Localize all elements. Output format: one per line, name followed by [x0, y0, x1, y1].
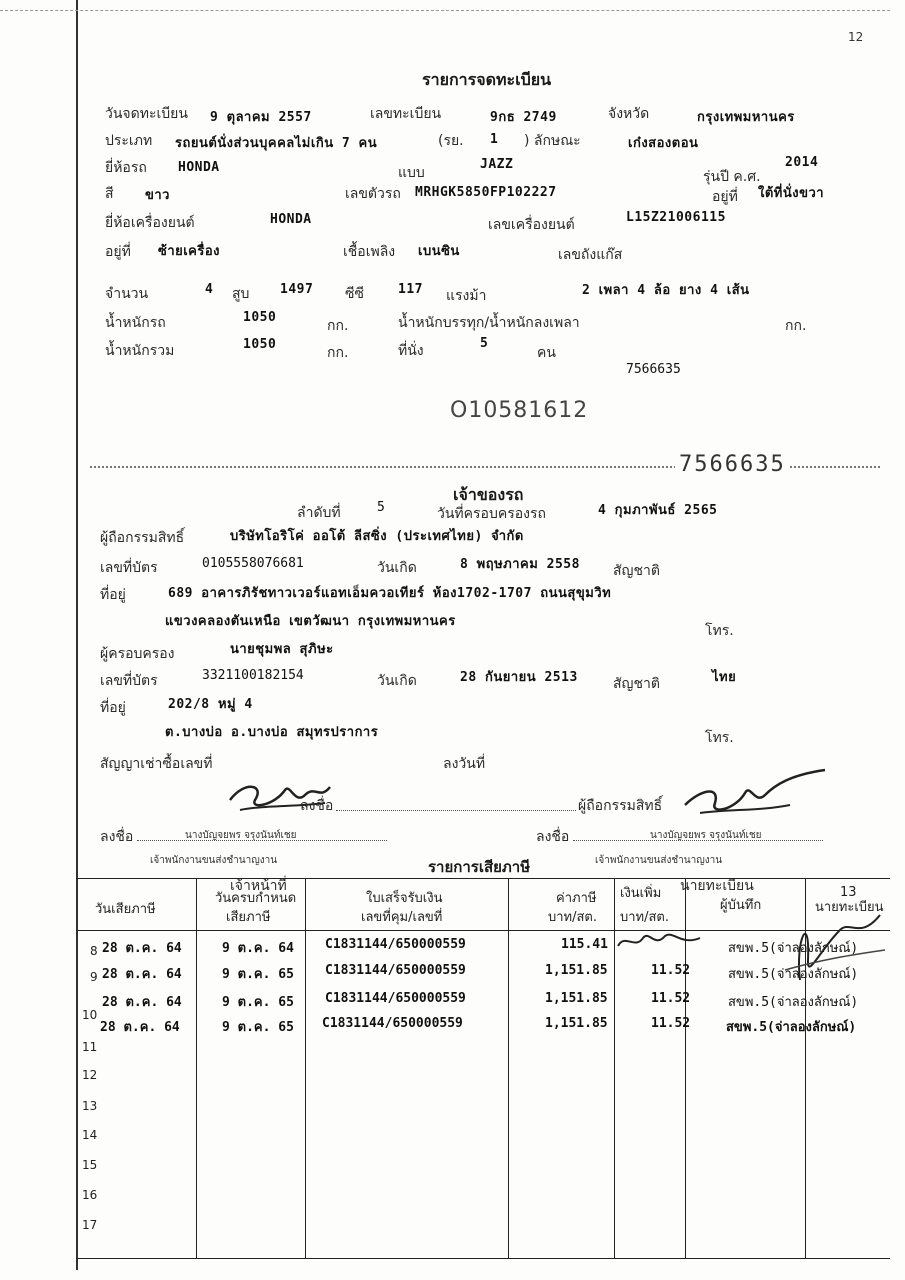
registration-title: รายการจดทะเบียน: [422, 70, 552, 89]
engine-brand-label: ยี่ห้อเครื่องยนต์: [105, 215, 195, 231]
row-number: 15: [82, 1158, 98, 1172]
holder-sign-title: ผู้ถือกรรมสิทธิ์: [578, 798, 663, 814]
tax-table-top-line: [76, 878, 890, 879]
model-label: แบบ: [398, 165, 425, 181]
officer-right-title: นายทะเบียน: [680, 878, 754, 894]
left-margin-line: [76, 0, 78, 1270]
chassis-no: MRHGK5850FP102227: [415, 185, 557, 200]
possess-date-label: วันที่ครอบครองรถ: [437, 506, 546, 522]
axles: 2 เพลา 4 ล้อ ยาง 4 เส้น: [582, 283, 750, 298]
row-number: 14: [82, 1128, 98, 1142]
possessor-addr-label: ที่อยู่: [100, 700, 126, 716]
holder-sign-line: [336, 810, 576, 811]
row-due-date: 9 ต.ค. 65: [222, 1020, 294, 1035]
stamp-number: 7566635: [675, 452, 790, 477]
possessor-birth-label: วันเกิด: [377, 673, 417, 689]
tax-title: รายการเสียภาษี: [428, 858, 531, 876]
table-signature-scribble: [780, 900, 890, 990]
row-recorder: สขพ.5(จ่าลองลักษณ์): [728, 995, 859, 1010]
brand: HONDA: [178, 160, 220, 175]
person-label: คน: [537, 345, 556, 361]
holder-address-2: แขวงคลองตันเหนือ เขตวัฒนา กรุงเทพมหานคร: [165, 614, 456, 629]
row-recorder: สขพ.5(จ่าลองลักษณ์): [728, 967, 859, 982]
col-divider-2: [305, 878, 306, 1258]
reg-no: 9กธ 2749: [490, 110, 557, 125]
chassis-loc-label: อยู่ที่: [712, 189, 738, 205]
holder-id: 0105558076681: [202, 556, 304, 571]
row-fine: 11.52: [651, 991, 691, 1006]
weight: 1050: [243, 310, 277, 325]
reference-number: 7566635: [626, 362, 681, 377]
row-number: 8: [90, 944, 98, 958]
cyl-label: สูบ: [232, 286, 250, 302]
possessor-name: นายชุมพล สุภิษะ: [230, 642, 334, 657]
chassis-label: เลขตัวรถ: [345, 186, 401, 202]
holder-address-1: 689 อาคารภิรัชทาวเวอร์แอทเอ็มควอเทียร์ ห้อง1702-1707 ถนนสุขุมวิท: [168, 586, 612, 601]
header-registrar: นายทะเบียน: [815, 900, 884, 915]
kg-label-2: กก.: [785, 318, 807, 334]
row-tax-date: 28 ต.ค. 64: [102, 941, 182, 956]
row-receipt: C1831144/650000559: [325, 991, 466, 1006]
officer-right-name: นางบัญจยพร จรุงนันท์เชย: [650, 830, 762, 841]
style-label: ) ลักษณะ: [524, 133, 581, 149]
row-number: 13: [82, 1099, 98, 1113]
header-tax-1: ค่าภาษี: [556, 891, 597, 906]
possessor-birth: 28 กันยายน 2513: [460, 670, 578, 685]
tax-table-bottom-line: [76, 1258, 890, 1259]
province: กรุงเทพมหานคร: [697, 110, 795, 125]
kg-label-3: กก.: [327, 345, 349, 361]
row-recorder: สขพ.5(จ่าลองลักษณ์): [726, 1020, 857, 1035]
row-receipt: C1831144/650000559: [322, 1016, 463, 1031]
holder-nation-label: สัญชาติ: [613, 563, 660, 579]
header-recorder: ผู้บันทึก: [720, 898, 762, 913]
fuel: เบนซิน: [418, 244, 460, 259]
engine-no: L15Z21006115: [626, 210, 726, 225]
reg-date: 9 ตุลาคม 2557: [210, 110, 312, 125]
cylinders: 4: [205, 282, 214, 297]
row-tax: 1,151.85: [545, 963, 608, 978]
row-fine: 11.52: [651, 1016, 691, 1031]
row-number: 10: [82, 1008, 98, 1022]
row-receipt: C1831144/650000559: [325, 937, 466, 952]
contract-label: สัญญาเช่าซื้อเลขที่: [100, 756, 213, 772]
signature-right: [680, 765, 830, 825]
row-tax: 1,151.85: [545, 991, 608, 1006]
officer-left-title: เจ้าหน้าที่: [230, 878, 287, 894]
possessor-tel-label: โทร.: [705, 730, 734, 746]
possessor-nation: ไทย: [712, 670, 737, 685]
engine-brand: HONDA: [270, 212, 312, 227]
holder-birth: 8 พฤษภาคม 2558: [460, 557, 580, 572]
chassis-location: ใต้ที่นั่งขวา: [758, 186, 825, 201]
header-receipt-2: เลขที่คุม/เลขที่: [361, 910, 443, 925]
row-tax-date: 28 ต.ค. 64: [102, 995, 182, 1010]
cc: 1497: [280, 282, 314, 297]
possessor-id: 3321100182154: [202, 668, 304, 683]
possessor-label: ผู้ครอบครอง: [100, 646, 175, 662]
row-number: 12: [82, 1068, 98, 1082]
row-number: 11: [82, 1040, 98, 1054]
header-due-date-1: วันครบกำหนด: [215, 891, 297, 906]
row-due-date: 9 ต.ค. 65: [222, 995, 294, 1010]
owner-title: เจ้าของรถ: [453, 485, 524, 504]
count-label: จำนวน: [105, 286, 149, 302]
fuel-label: เชื้อเพลิง: [343, 244, 396, 260]
header-fine-2: บาท/สต.: [620, 910, 670, 925]
holder-id-label: เลขที่บัตร: [100, 560, 158, 576]
row-tax: 1,151.85: [545, 1016, 608, 1031]
seats: 5: [480, 336, 489, 351]
possessor-address-1: 202/8 หมู่ 4: [168, 697, 253, 712]
handwritten-number: O10581612: [450, 398, 589, 423]
type-label: ประเภท: [105, 133, 153, 149]
table-initials-scribble: [615, 928, 705, 953]
possessor-nation-label: สัญชาติ: [613, 676, 660, 692]
row-number: 17: [82, 1218, 98, 1232]
row-tax: 115.41: [561, 937, 608, 952]
reg-no-label: เลขทะเบียน: [370, 106, 442, 122]
total-weight: 1050: [243, 337, 277, 352]
header-registrar-num: 13: [840, 885, 857, 900]
hp-label: แรงม้า: [446, 288, 487, 304]
officer-right-role: เจ้าพนักงานขนส่งชำนาญงาน: [595, 855, 723, 866]
vehicle-style: เก๋งสองตอน: [628, 136, 699, 151]
color-label: สี: [105, 186, 114, 202]
row-number: 16: [82, 1188, 98, 1202]
total-weight-label: น้ำหนักรวม: [105, 343, 175, 359]
row-recorder: สขพ.5(จ่าลองลักษณ์): [728, 941, 859, 956]
holder-tel-label: โทร.: [705, 623, 734, 639]
horsepower: 117: [398, 282, 423, 297]
header-due-date-2: เสียภาษี: [226, 910, 271, 925]
order-label: ลำดับที่: [297, 505, 341, 521]
row-number: 9: [90, 970, 98, 984]
row-receipt: C1831144/650000559: [325, 963, 466, 978]
ry-label: (รย.: [438, 133, 464, 149]
row-tax-date: 28 ต.ค. 64: [100, 1020, 180, 1035]
holder-label: ผู้ถือกรรมสิทธิ์: [100, 530, 185, 546]
weight-label: น้ำหนักรถ: [105, 315, 166, 331]
row-tax-date: 28 ต.ค. 64: [102, 967, 182, 982]
officer-right-sign-label: ลงชื่อ: [536, 829, 570, 845]
col-divider-3: [508, 878, 509, 1258]
possessor-address-2: ต.บางบ่อ อ.บางบ่อ สมุทรปราการ: [165, 725, 379, 740]
holder-name: บริษัทโอริโค่ ออโต้ ลีสซิ่ง (ประเทศไทย) จำกัด: [230, 529, 524, 544]
holder-sign-label: ลงชื่อ: [300, 798, 334, 814]
contract-date-label: ลงวันที่: [443, 756, 486, 772]
row-fine: 11.52: [651, 963, 691, 978]
top-dotted-line: [0, 10, 890, 11]
order-number: 5: [377, 500, 385, 515]
model-year: 2014: [785, 155, 819, 170]
row-due-date: 9 ต.ค. 64: [222, 941, 294, 956]
engine-location: ซ้ายเครื่อง: [158, 244, 221, 259]
reg-date-label: วันจดทะเบียน: [105, 106, 188, 122]
brand-label: ยี่ห้อรถ: [105, 160, 147, 176]
color: ขาว: [145, 188, 170, 203]
row-due-date: 9 ต.ค. 65: [222, 967, 294, 982]
year-label: รุ่นปี ค.ศ.: [703, 169, 761, 185]
header-receipt-1: ใบเสร็จรับเงิน: [366, 891, 443, 906]
header-fine-1: เงินเพิ่ม: [620, 886, 662, 901]
possessor-id-label: เลขที่บัตร: [100, 673, 158, 689]
seats-label: ที่นั่ง: [398, 343, 424, 359]
col-divider-1: [196, 878, 197, 1258]
ry: 1: [490, 132, 499, 147]
model: JAZZ: [480, 157, 514, 172]
officer-left-role: เจ้าพนักงานขนส่งชำนาญงาน: [150, 855, 278, 866]
vehicle-type: รถยนต์นั่งส่วนบุคคลไม่เกิน 7 คน: [175, 136, 378, 151]
header-tax-date: วันเสียภาษี: [95, 902, 156, 917]
cc-label: ซีซี: [345, 286, 365, 302]
engine-loc-label: อยู่ที่: [105, 244, 131, 260]
officer-left-name: นางบัญจยพร จรุงนันท์เชย: [185, 830, 297, 841]
kg-label-1: กก.: [327, 318, 349, 334]
officer-left-sign-label: ลงชื่อ: [100, 829, 134, 845]
province-label: จังหวัด: [608, 106, 650, 122]
gas-tank-label: เลขถังแก๊ส: [558, 247, 623, 263]
tax-table-header-line: [76, 930, 890, 931]
possess-date: 4 กุมภาพันธ์ 2565: [598, 503, 718, 518]
load-label: น้ำหนักบรรทุก/น้ำหนักลงเพลา: [398, 315, 580, 331]
holder-birth-label: วันเกิด: [377, 560, 417, 576]
header-tax-2: บาท/สต.: [548, 910, 598, 925]
page-number: 12: [848, 30, 864, 44]
engine-no-label: เลขเครื่องยนต์: [488, 217, 575, 233]
holder-addr-label: ที่อยู่: [100, 587, 126, 603]
